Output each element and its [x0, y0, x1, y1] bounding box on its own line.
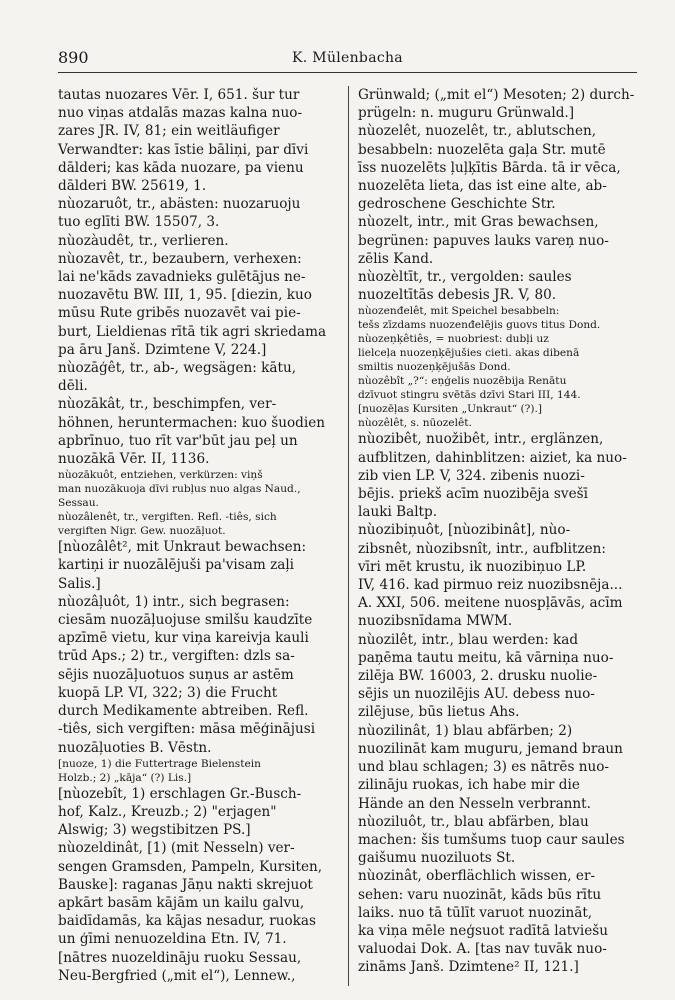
column-divider [348, 86, 349, 986]
dictionary-entry: Grünwald; („mit el“) Mesoten; 2) durch- prügeln: n. muguru Grünwald.] [358, 87, 635, 122]
dictionary-entry: [nùozâlêt², mit Unkraut bewachsen: kartiņi ir nuozālējuši pa'visam zaļi Salis.] [58, 539, 307, 592]
dictionary-entry: nùozilinât, 1) blau abfärben; 2) nuozilināt kam muguru, jemand braun und blau schlagen; 3) es nātrēs nuo- zilināju ruokas, ich habe mir die Hände an den Nesseln verbrannt. [358, 722, 623, 812]
dictionary-entry: nùozākât, tr., beschimpfen, ver- höhnen, heruntermachen: kuo šuodien apbrīnuo, tuo rīt var'būt jau peļ un nuozākā Vēr. II, 1136. [58, 396, 326, 468]
dictionary-entry: nùozaruôt, tr., abästen: nuozaruoju tuo eglīti BW. 15507, 3. [58, 196, 301, 231]
dictionary-entry: nùozêlêt, s. nūozelêt. [358, 417, 472, 430]
left-column [58, 86, 338, 985]
dictionary-entry: nùozibêt, nuožibêt, intr., erglänzen, aufblitzen, dahinblitzen: aiziet, ka nuo- zib vien LP. V, 324. zibenis nuozi- bējis. priekš acīm nuozibēja svešī lauki Baltp. [358, 431, 627, 521]
dictionary-entry: nùozèltīt, tr., vergolden: saules nuozeltītās debesis JR. V, 80. [358, 269, 572, 304]
dictionary-columns [58, 86, 639, 986]
dictionary-entry: nùozêbît „?“: eņģelis nuozēbija Renātu dzīvuot stingru svētās dzīvi Stari III, 144. [358, 375, 581, 402]
dictionary-entry: tautas nuozares Vēr. I, 651. šur tur nuo viņas atdalās mazas kalna nuo- zares JR. IV, 81; ein weitläufiger Verwandter: kas īstie bāliņi, par dīvi dālderi; kas kāda nuozare, pa vienu dālderi BW. 25619, 1. [58, 87, 309, 195]
dictionary-entry: nùozâlenêt, tr., vergiften. Refl. -tiês, sich vergiften Nigr. Gew. nuozāļuot. [58, 511, 277, 538]
dictionary-entry: nùozelêt, nuozelêt, tr., ablutschen, besabbeln: nuozelēta gaļa Str. mutē īss nuozelēts ļuļķītis Bārda. tā ir vēca, nuozelēta lieta, das ist eine alte, ab- gedroschene Geschichte Str. [358, 123, 621, 213]
dictionary-entry: nùozelt, intr., mit Gras bewachsen, begrünen: papuves lauks vareņ nuo- zēlis Kand. [358, 214, 609, 267]
dictionary-entry: nùozāģêt, tr., ab-, wegsägen: kātu, dēli. [58, 360, 297, 395]
page-header [58, 46, 637, 73]
dictionary-entry: [nuoze, 1) die Futtertrage Bielenstein Holzb.; 2) „kāja“ (?) Lis.] [58, 757, 261, 784]
dictionary-entry: nùozilêt, intr., blau werden: kad paņēma tautu meitu, kā vārniņa nuo- zilēja BW. 16003, 2. drusku nuolie- sējis un nuozilējis AU. debess nuo- zilējuse, būs lietus Ahs. [358, 631, 614, 721]
dictionary-entry: nùozākuôt, entziehen, verkürzen: viņš man nuozākuoja dīvi rubļus nuo algas Naud., Sessau. [58, 469, 301, 510]
dictionary-entry: nùozeņķêtiês, = nuobriest: dubļi uz lielceļa nuozeņķējušies cieti. akas dibenā smiltis nuozeņķējušās Dond. [358, 333, 580, 374]
dictionary-entry: [nùozebît, 1) erschlagen Gr.-Busch- hof, Kalz., Kreuzb.; 2) "erjagen" Alswig; 3) wegstibitzen PS.] [58, 785, 302, 839]
dictionary-entry: nùozâļuôt, 1) intr., sich begrasen: ciesām nuozāļuojuse smilšu kaudzīte apzīmē vietu, kur viņa kareivja kauli trūd Aps.; 2) tr., vergiften: dzls sa- sējis nuozāļuotuos suņus ar astēm kuopā LP. VI, 322; 3) die Frucht durch Medikamente abtreiben. Refl. -tiês, sich vergiften: māsa mēģinājusi nuozāļuoties B. Vēstn. [58, 593, 316, 756]
dictionary-entry: nùozavêt, tr., bezaubern, verhexen: lai ne'kāds zavadnieks gulētājus ne- nuozavētu BW. III, 1, 95. [diezin, kuo mūsu Rute gribēs nuozavēt vai pie- burt, Lieldienas rītā tik agri skriedama pa āru Janš. Dzimtene V, 224.] [58, 250, 327, 358]
dictionary-entry: nùozibiņuôt, [nùozibinât], nùo- zibsnêt, nùozibsnît, intr., aufblitzen: vīri mēt krustu, ik nuozibiņuo LP. IV, 416. kad pirmuo reiz nuozibsnēja... A. XXI, 506. meitene nuospļāvās, acīm nuozibsnīdama MWM. [358, 522, 623, 630]
dictionary-entry: nùozinât, oberflächlich wissen, er- sehen: varu nuozināt, kāds būs rītu laiks. nuo tā tūlīt varuot nuozināt, ka viņa mēle neģsuot radītā latviešu valuodai Dok. A. [tas nav tuvāk nuo- zināms Janš. Dzimtene² II, 121.] [358, 868, 608, 976]
right-column [358, 86, 638, 977]
dictionary-entry: nùozeldinât, [1) (mit Nesseln) ver- sengen Gramsden, Pampeln, Kursiten, Bauske]: raganas Jāņu nakti skrejuot apkārt basām kājām un kailu galvu, baidīdamās, ka kājas nesadur, ruokas un ģīmi nenuozeldina Etn. IV, 71. [nātres nuozeldināju ruoku Sessau, Neu-Bergfried („mit el“), Lennew., [58, 840, 323, 984]
dictionary-entry: nùoziluôt, tr., blau abfärben, blau machen: šis tumšums tuop caur saules gaišumu nuoziluots St. [358, 813, 625, 867]
page-number: 890 [58, 48, 89, 67]
running-head: K. Mülenbacha [292, 50, 403, 66]
dictionary-entry: nùozàudêt, tr., verlieren. [58, 232, 229, 249]
dictionary-entry: nùozenđelêt, mit Speichel besabbeln: tešs zīzdams nuozenđelējis guovs titus Dond. [358, 305, 601, 332]
dictionary-entry: [nuozēļas Kursiten „Unkraut“ (?).] [358, 403, 542, 416]
